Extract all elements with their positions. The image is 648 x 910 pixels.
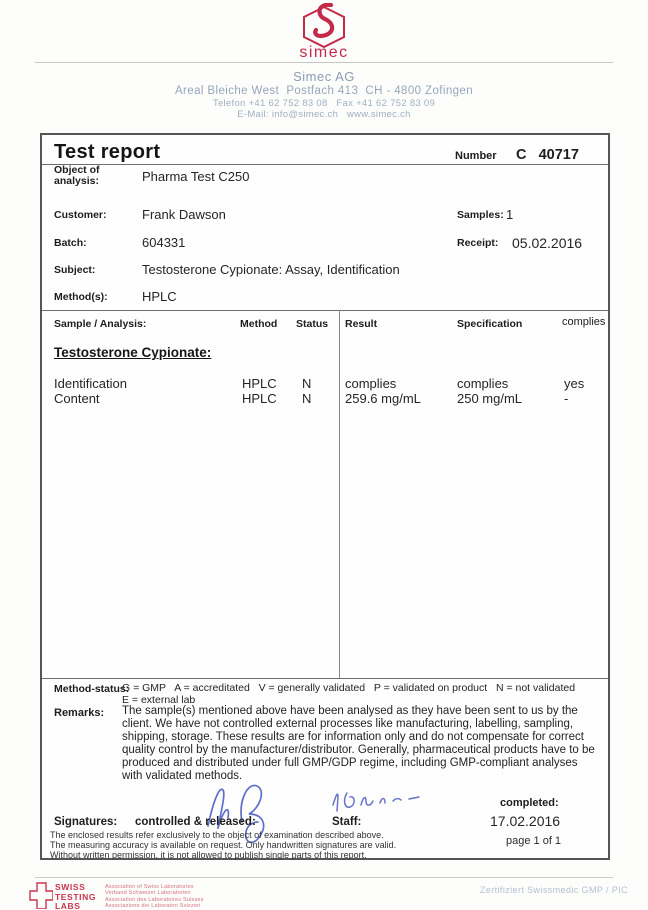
- letterhead-divider: [35, 62, 613, 63]
- col-header-method: Method: [240, 318, 278, 330]
- completed-date: 17.02.2016: [490, 813, 561, 829]
- table-footer-divider: [42, 678, 608, 679]
- receipt-label: Receipt:: [457, 237, 499, 249]
- row2-method: HPLC: [242, 391, 277, 406]
- table-column-divider: [339, 310, 340, 678]
- company-phone-fax: Telefon +41 62 752 83 08 Fax +41 62 752 83 09: [212, 98, 436, 109]
- controlled-released-label: controlled & released:: [135, 816, 256, 828]
- customer-label: Customer:: [54, 209, 107, 221]
- simec-logo-wordmark: simec: [299, 44, 349, 61]
- fields-table-divider: [42, 310, 608, 311]
- method-status-label: Method-status:: [54, 683, 130, 695]
- row2-status: N: [302, 391, 312, 406]
- subject-label: Subject:: [54, 264, 96, 276]
- company-address: Areal Bleiche West Postfach 413 CH - 4800 Zofingen: [174, 85, 473, 97]
- subject-value: Testosterone Cypionate: Assay, Identification: [142, 262, 400, 277]
- sample-section-title: Testosterone Cypionate:: [54, 345, 212, 360]
- report-number-value: C 40717: [516, 147, 579, 163]
- swiss-cross-icon: [29, 882, 53, 909]
- staff-label: Staff:: [332, 816, 362, 828]
- staff-signature: [323, 785, 438, 819]
- col-header-result: Result: [345, 318, 378, 330]
- simec-hexagon-logo-icon: [298, 3, 350, 49]
- row1-analysis: Identification: [54, 376, 127, 391]
- batch-label: Batch:: [54, 237, 87, 249]
- company-name: Simec AG: [293, 69, 355, 84]
- completed-label: completed:: [500, 797, 559, 809]
- completed-block: [490, 797, 625, 847]
- row2-analysis: Content: [54, 391, 100, 406]
- association-names: [105, 884, 204, 909]
- certification-note: Zertifiziert Swissmedic GMP / PIC: [479, 885, 628, 895]
- object-of-analysis-label: Object of analysis:: [54, 164, 100, 187]
- signatures-label: Signatures:: [54, 816, 118, 828]
- remarks-label: Remarks:: [54, 707, 105, 719]
- report-number-label: Number: [455, 150, 497, 162]
- fine-print-line2: The measuring accuracy is available on request. Only handwritten signatures are valid.: [50, 840, 397, 850]
- method-status-legend-line2: E = external lab: [122, 694, 196, 706]
- report-title: Test report: [54, 141, 161, 163]
- receipt-value: 05.02.2016: [512, 235, 583, 251]
- association-it: Associazione dei Laboratori Svizzeri: [105, 902, 201, 909]
- customer-value: Frank Dawson: [142, 207, 226, 222]
- company-email-web: E-Mail: info@simec.ch www.simec.ch: [237, 109, 411, 120]
- page-indicator: page 1 of 1: [506, 835, 562, 847]
- association-en: Association of Swiss Laboratories: [105, 884, 194, 890]
- samples-value: 1: [506, 207, 514, 222]
- batch-value: 604331: [142, 235, 186, 250]
- row2-result: 259.6 mg/mL: [345, 391, 421, 406]
- titlebar-divider: [42, 164, 608, 165]
- report-number: [455, 146, 579, 164]
- method-status-legend-line1: G = GMP A = accreditated V = generally validated P = validated on product N = not validated: [122, 682, 576, 694]
- row1-method: HPLC: [242, 376, 277, 391]
- methods-label: Method(s):: [54, 291, 108, 303]
- row1-specification: complies: [457, 376, 509, 391]
- association-de: Verband Schweizer Laboratorien: [105, 890, 191, 897]
- col-header-specification: Specification: [457, 318, 523, 330]
- methods-value: HPLC: [142, 289, 177, 304]
- row2-specification: 250 mg/mL: [457, 391, 523, 406]
- stl-word-testing: TESTING: [55, 891, 97, 902]
- object-of-analysis-value: Pharma Test C250: [142, 169, 250, 184]
- stl-word-swiss: SWISS: [55, 882, 86, 892]
- col-header-status: Status: [296, 318, 329, 330]
- swiss-testing-labs-wordmark: [55, 883, 96, 910]
- stl-word-labs: LABS: [55, 901, 81, 910]
- col-header-complies: complies: [562, 316, 606, 328]
- row1-complies: yes: [564, 376, 585, 391]
- samples-label: Samples:: [457, 209, 504, 221]
- row1-status: N: [302, 376, 312, 391]
- row2-complies: -: [564, 391, 569, 406]
- row1-result: complies: [345, 376, 397, 391]
- remarks-text: The sample(s) mentioned above have been analysed as they have been sent to us by the client. We have not controlled external processes like manufacturing, labelling, sampling, shipping, storage. These results are for information only and do not compensate for correct quality control by the manufacturer/distributor. Generally, pharmaceutical products have to be produced and distributed under full GMP/GDP regime, including GMP-compliant analyses with validated methods.: [122, 705, 595, 782]
- association-fr: Association des Laboratoires Suisses: [105, 896, 204, 903]
- report-box: [40, 133, 610, 860]
- col-header-sample-analysis: Sample / Analysis:: [54, 318, 147, 330]
- fine-print-line1: The enclosed results refer exclusively to the object of examination described above.: [50, 830, 384, 840]
- footer-divider: [35, 877, 613, 878]
- fine-print-line3: Without written permission, it is not allowed to publish single parts of this report.: [50, 850, 367, 860]
